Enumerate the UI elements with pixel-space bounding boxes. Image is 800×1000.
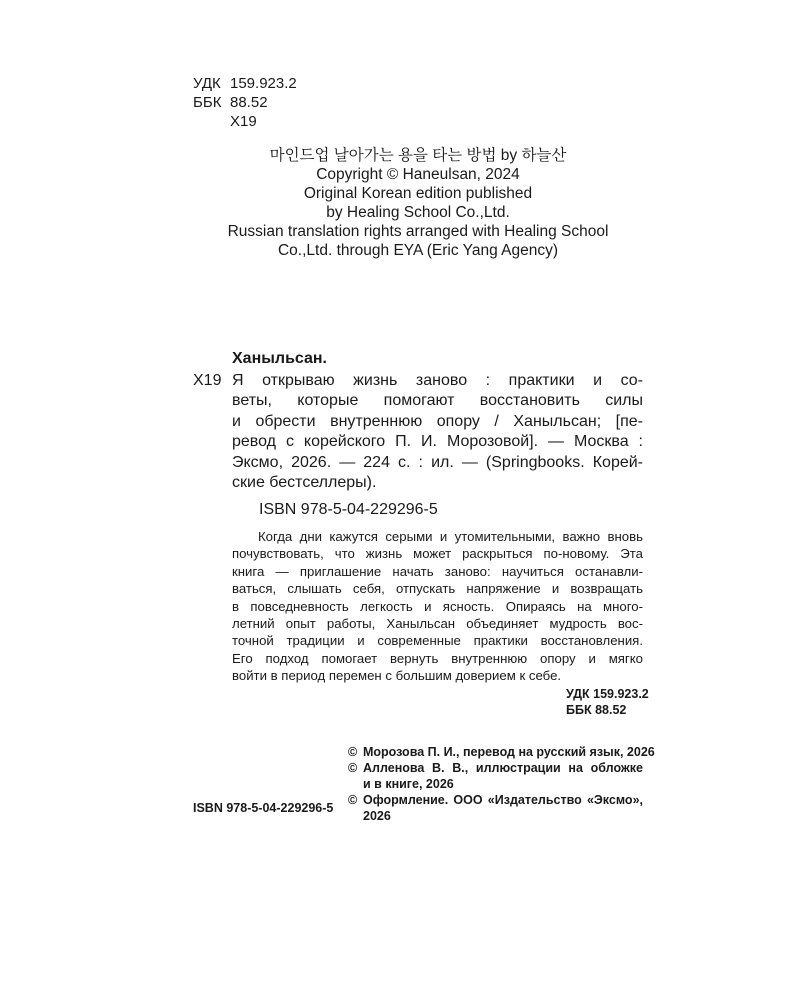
bottom-isbn: ISBN 978-5-04-229296-5 (193, 801, 334, 815)
copyright-line: Russian translation rights arranged with Healing School (227, 223, 609, 240)
copyright-icon: © (348, 793, 358, 807)
notice-design (348, 792, 643, 824)
udk-value: 159.923.2 (230, 75, 297, 92)
notice-line: Оформление. ООО «Издательство «Эксмо», (363, 793, 643, 807)
annotation-line: летний опыт работы, Ханыльсан объединяет мудрость вос- (232, 616, 643, 632)
author-mark: Х19 (230, 113, 257, 130)
bib-line: ревод с корейского П. И. Морозовой]. — Москва : (232, 433, 643, 451)
udk-label: УДК (193, 75, 221, 92)
original-title: 마인드업 날아가는 용을 타는 방법 by 하늘산 (269, 147, 567, 164)
annotation-line: ваться, слышать себя, отпускать напряжение и возвращать (232, 581, 643, 597)
bib-description (232, 371, 643, 493)
bib-line: ские бестселлеры). (232, 474, 377, 492)
annotation-line: почувствовать, что жизнь может раскрыться по-новому. Эта (232, 546, 643, 562)
bbk-row (193, 93, 297, 112)
bib-line: Я открываю жизнь заново : практики и со- (232, 372, 643, 389)
annotation-line: в повседневность легкость и ясность. Опираясь на много- (232, 598, 643, 614)
notice-line: и в книге, 2026 (363, 777, 454, 791)
bbk-label: ББК (193, 94, 222, 111)
bib-author-mark: Х19 (193, 372, 222, 389)
copyright-block (193, 146, 643, 260)
annotation-line: книга — приглашение начать заново: научиться останавли- (232, 563, 643, 579)
notice-translation (348, 744, 655, 760)
bib-isbn: ISBN 978-5-04-229296-5 (259, 501, 438, 518)
copyright-line: Co.,Ltd. through EYA (Eric Yang Agency) (277, 242, 559, 259)
annotation-line: Когда дни кажутся серыми и утомительными, важно вновь (258, 529, 643, 544)
notice-line: Морозова П. И., перевод на русский язык, 2026 (363, 745, 655, 759)
notice-line: 2026 (363, 809, 391, 823)
bib-line: веты, которые помогают восстановить силы (232, 392, 643, 410)
bottom-udk: УДК 159.923.2 (566, 687, 649, 701)
bbk-value: 88.52 (230, 94, 268, 111)
copyright-icon: © (348, 745, 358, 759)
annotation-line: войти в период перемен с большим доверием к себе. (232, 668, 562, 684)
classification-block (193, 74, 297, 131)
udk-row (193, 74, 297, 93)
annotation-line: точной традиции и современные практики восстановления. (232, 633, 643, 649)
annotation (232, 528, 643, 685)
notice-illustrations (348, 760, 643, 792)
copyright-line: by Healing School Co.,Ltd. (326, 204, 510, 221)
bottom-classification (566, 686, 649, 718)
copyright-line: Original Korean edition published (303, 185, 533, 202)
bottom-bbk: ББК 88.52 (566, 703, 627, 717)
copyright-icon: © (348, 761, 358, 775)
bib-line: и обрести внутреннюю опору / Ханыльсан; [пе- (232, 412, 643, 430)
copyright-line: Copyright © Haneulsan, 2024 (316, 166, 520, 183)
annotation-line: Его подход помогает вернуть внутреннюю опору и мягко (232, 650, 643, 666)
bib-author: Ханыльсан. (232, 350, 327, 367)
notice-line: Алленова В. В., иллюстрации на обложке (363, 761, 643, 775)
bib-line: Эксмо, 2026. — 224 с. : ил. — (Springbooks. Корей- (232, 453, 643, 471)
copyright-notices (348, 744, 655, 824)
